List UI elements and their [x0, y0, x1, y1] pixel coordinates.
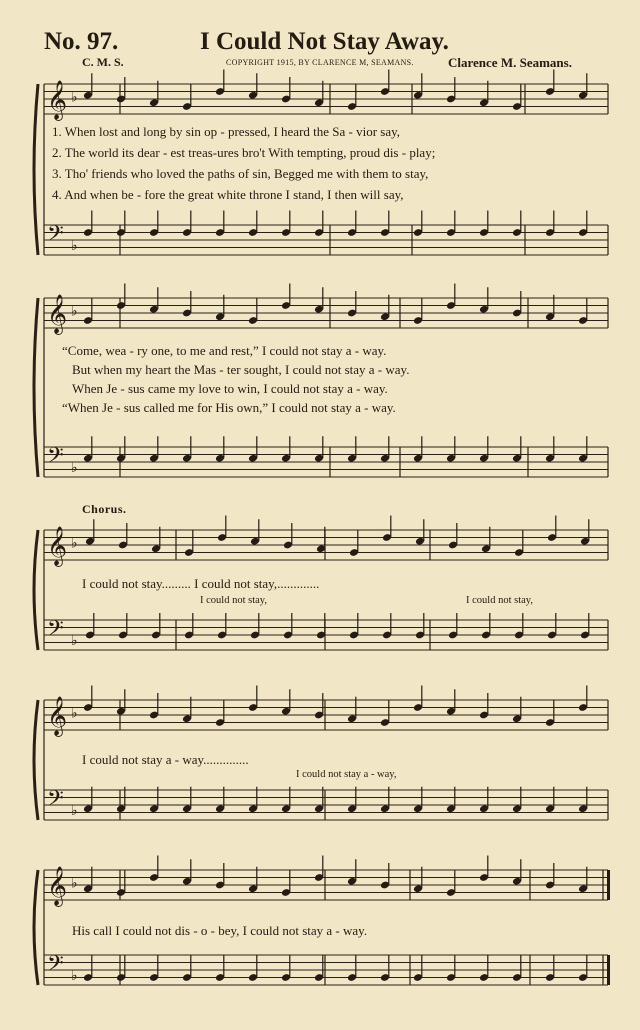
verse2-line2: But when my heart the Mas - ter sought, I could not stay a - way. [72, 362, 410, 377]
bass-clef-icon: 𝄢 [47, 616, 64, 647]
composer-name: Clarence M. Seamans. [448, 55, 572, 70]
treble-clef-icon: 𝄞 [47, 294, 68, 334]
verse4-line1: 4. And when be - fore the great white throne I stand, I then will say, [52, 187, 404, 202]
flat-icon: ♭ [71, 459, 78, 476]
treble-clef-icon: 𝄞 [47, 526, 68, 566]
flat-icon: ♭ [71, 875, 78, 892]
chorus-line1-main: I could not stay......... I could not stay,............. [82, 576, 320, 591]
bass-clef-icon: 𝄢 [47, 443, 64, 474]
flat-icon: ♭ [71, 237, 78, 254]
bass-clef-icon: 𝄢 [47, 221, 64, 252]
bass-clef-icon: 𝄢 [47, 951, 64, 982]
chorus-line2-echo: I could not stay a - way, [296, 769, 397, 780]
hymn-number: No. 97. [44, 28, 119, 55]
system-1 [34, 70, 608, 256]
treble-clef-icon: 𝄞 [47, 80, 68, 120]
chorus-label: Chorus. [82, 502, 127, 516]
flat-icon: ♭ [71, 632, 78, 649]
flat-icon: ♭ [71, 303, 78, 320]
flat-icon: ♭ [71, 967, 78, 984]
chorus-line1-echo-b: I could not stay, [466, 595, 533, 606]
verse1-line2: “Come, wea - ry one, to me and rest,” I could not stay a - way. [62, 343, 387, 358]
treble-clef-icon: 𝄞 [47, 696, 68, 736]
chorus-line1-echo-a: I could not stay, [200, 595, 267, 606]
flat-icon: ♭ [71, 802, 78, 819]
verse3-line2: When Je - sus came my love to win, I could not stay a - way. [72, 381, 388, 396]
flat-icon: ♭ [71, 705, 78, 722]
chorus-line3: His call I could not dis - o - bey, I could not stay a - way. [72, 923, 368, 938]
bass-clef-icon: 𝄢 [47, 786, 64, 817]
hymn-title: I Could Not Stay Away. [200, 28, 449, 55]
verse1-line1: 1. When lost and long by sin op - pressed, I heard the Sa - vior say, [52, 124, 401, 139]
verse2-line1: 2. The world its dear - est treas-ures bro't With tempting, proud dis - play; [52, 145, 436, 160]
flat-icon: ♭ [71, 89, 78, 106]
chorus-line2-main: I could not stay a - way.............. [82, 752, 249, 767]
system-5 [34, 856, 610, 986]
treble-clef-icon: 𝄞 [47, 866, 68, 906]
verse4-line2: “When Je - sus called me for His own,” I could not stay a - way. [62, 400, 396, 415]
verse3-line1: 3. Tho' friends who loved the paths of sin, Begged me with them to stay, [52, 166, 429, 181]
meter-label: C. M. S. [82, 55, 124, 69]
flat-icon: ♭ [71, 535, 78, 552]
copyright-notice: COPYRIGHT 1915, BY CLARENCE M, SEAMANS. [226, 58, 414, 67]
